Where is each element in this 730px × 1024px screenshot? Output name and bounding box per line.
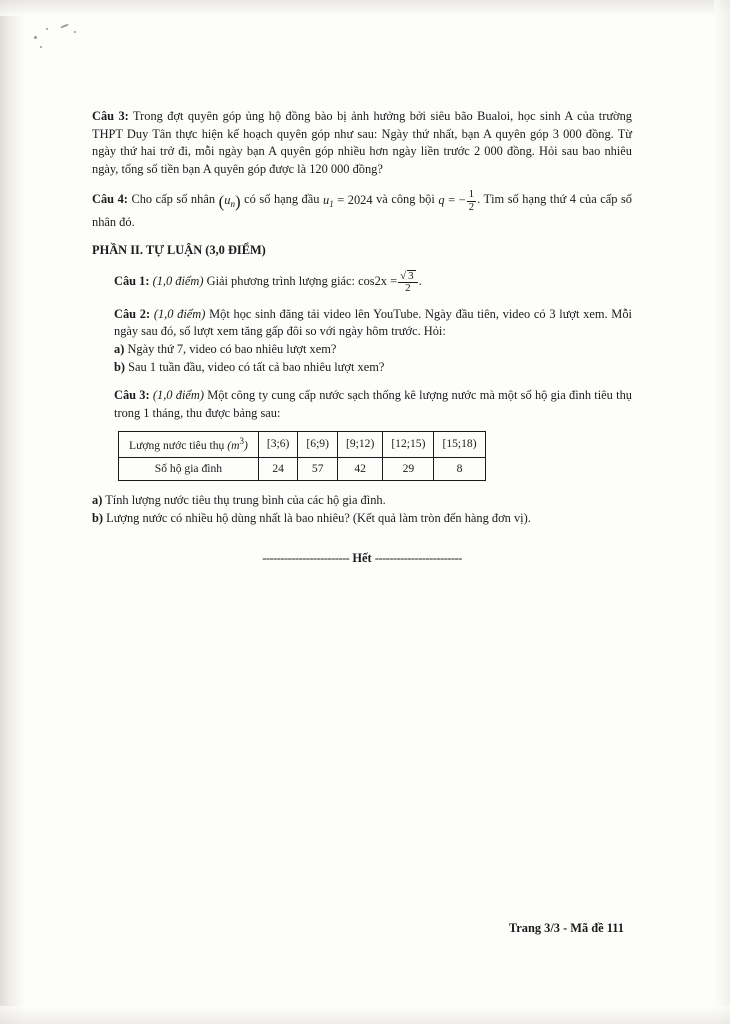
table-row-counts xyxy=(119,457,486,480)
common-ratio-expression: q = − $\frac{1}{2}$ xyxy=(438,188,475,213)
essay-cau-3-sub-a-label: a) xyxy=(92,493,103,508)
end-of-exam-marker xyxy=(92,550,632,568)
essay-cau-1-period: . xyxy=(418,273,422,288)
essay-cau-3-points: (1,0 điểm) xyxy=(152,388,204,403)
question-cau-4 xyxy=(92,189,632,231)
essay-cau-3-sub-b-label: b) xyxy=(92,511,104,526)
essay-cau-1-label: Câu 1: xyxy=(114,273,150,288)
essay-cau-2-points: (1,0 điểm) xyxy=(153,306,206,321)
page-edge-shadow-left xyxy=(0,0,26,1024)
essay-cau-1 xyxy=(92,270,632,295)
question-cau-3-text: Trong đợt quyên góp ủng hộ đồng bào bị ảnh hưởng bởi siêu bão Bualoi, học sinh A của trường THPT Duy Tân thực hiện kế hoạch quyên góp như sau: Ngày thứ nhất, bạn A quyên góp 3 000 đồng. Từ ngày thứ hai trở đi, mỗi ngày bạn A quyên góp nhiều hơn ngày liền trước 2 000 đồng. Hỏi sau bao nhiêu ngày, tổng số tiền bạn A quyên góp được là 120 000 đồng? xyxy=(92,109,632,176)
water-consumption-table xyxy=(118,431,486,482)
table-cell-count: 42 xyxy=(337,457,382,480)
essay-cau-2-sub-b-text: Sau 1 tuần đầu, video có tất cả bao nhiêu lượt xem? xyxy=(128,359,385,374)
question-cau-3 xyxy=(92,108,632,178)
page-edge-shadow-bottom xyxy=(0,1006,730,1024)
sequence-notation: $(u_n)$ xyxy=(218,191,241,211)
table-row-label-consumption: Lượng nước tiêu thụ $(m^3)$ xyxy=(119,431,259,457)
essay-cau-2-label: Câu 2: xyxy=(114,306,151,321)
table-cell-interval: [15;18) xyxy=(434,431,485,457)
table-cell-count: 8 xyxy=(434,457,485,480)
essay-cau-2-sub-a xyxy=(114,341,632,359)
document-body xyxy=(92,108,632,567)
table-row-label-households: Số hộ gia đình xyxy=(119,457,259,480)
essay-cau-3-sub-b-text: Lượng nước có nhiều hộ dùng nhất là bao nhiêu? (Kết quả làm tròn đến hàng đơn vị). xyxy=(106,511,531,526)
table-cell-interval: [12;15) xyxy=(383,431,434,457)
essay-cau-2-sub-a-label: a) xyxy=(114,342,125,357)
essay-cau-3 xyxy=(92,387,632,481)
table-cell-interval: [6;9) xyxy=(298,431,338,457)
table-cell-count: 57 xyxy=(298,457,338,480)
essay-cau-1-text: Giải phương trình lượng giác: xyxy=(206,273,355,288)
table-cell-interval: [3;6) xyxy=(258,431,298,457)
essay-cau-2-text: Một học sinh đăng tải video lên YouTube. Ngày đầu tiên, video có 3 lượt xem. Mỗi ngày sau đó, số lượt xem tăng gấp đôi so với ngày hôm trước. Hỏi: xyxy=(114,306,632,339)
essay-cau-2 xyxy=(92,306,632,376)
essay-cau-2-sub-a-text: Ngày thứ 7, video có bao nhiêu lượt xem? xyxy=(127,342,337,357)
essay-cau-3-text: Một công ty cung cấp nước sạch thống kê lượng nước mà một số hộ gia đình tiêu thụ trong 1 tháng, thu được bảng sau: xyxy=(114,388,632,420)
essay-cau-2-sub-b-label: b) xyxy=(114,359,126,374)
table-cell-interval: [9;12) xyxy=(337,431,382,457)
table-cell-count: 29 xyxy=(383,457,434,480)
essay-cau-3-sub-b xyxy=(92,510,632,528)
question-cau-4-label: Câu 4: xyxy=(92,192,128,207)
table-row-intervals xyxy=(119,431,486,457)
page-edge-shadow-top xyxy=(0,0,730,16)
essay-cau-3-sub-a-text: Tính lượng nước tiêu thụ trung bình của các hộ gia đình. xyxy=(105,493,386,508)
page-edge-shadow-right xyxy=(714,0,730,1024)
trig-equation: cos2x = $\frac{√ 3}{2}$ xyxy=(358,274,419,288)
question-cau-4-text-d: . Tìm số hạng thứ 4 của cấp số nhân đó. xyxy=(92,192,632,229)
essay-cau-1-points: (1,0 điểm) xyxy=(152,273,204,288)
end-dashes-left: ------------------------ xyxy=(262,550,350,565)
table-cell-count: 24 xyxy=(258,457,298,480)
first-term-expression: $u_1 = 2024$ xyxy=(323,192,373,209)
page-footer: Trang 3/3 - Mã đề 111 xyxy=(508,921,624,935)
question-cau-3-label: Câu 3: xyxy=(92,109,129,123)
essay-cau-3-sub-a xyxy=(92,492,632,510)
question-cau-4-text-c: và công bội xyxy=(376,192,435,207)
end-text: Hết xyxy=(352,550,372,565)
question-cau-4-text-a: Cho cấp số nhân xyxy=(131,192,216,207)
essay-cau-2-sub-b xyxy=(114,359,632,377)
part-two-heading: PHẦN II. TỰ LUẬN (3,0 ĐIỂM) xyxy=(92,243,266,258)
question-cau-4-text-b: có số hạng đầu xyxy=(244,192,320,207)
scan-artifact-marks xyxy=(30,22,100,52)
essay-cau-3-label: Câu 3: xyxy=(114,388,150,403)
end-dashes-right: ------------------------ xyxy=(374,550,462,565)
